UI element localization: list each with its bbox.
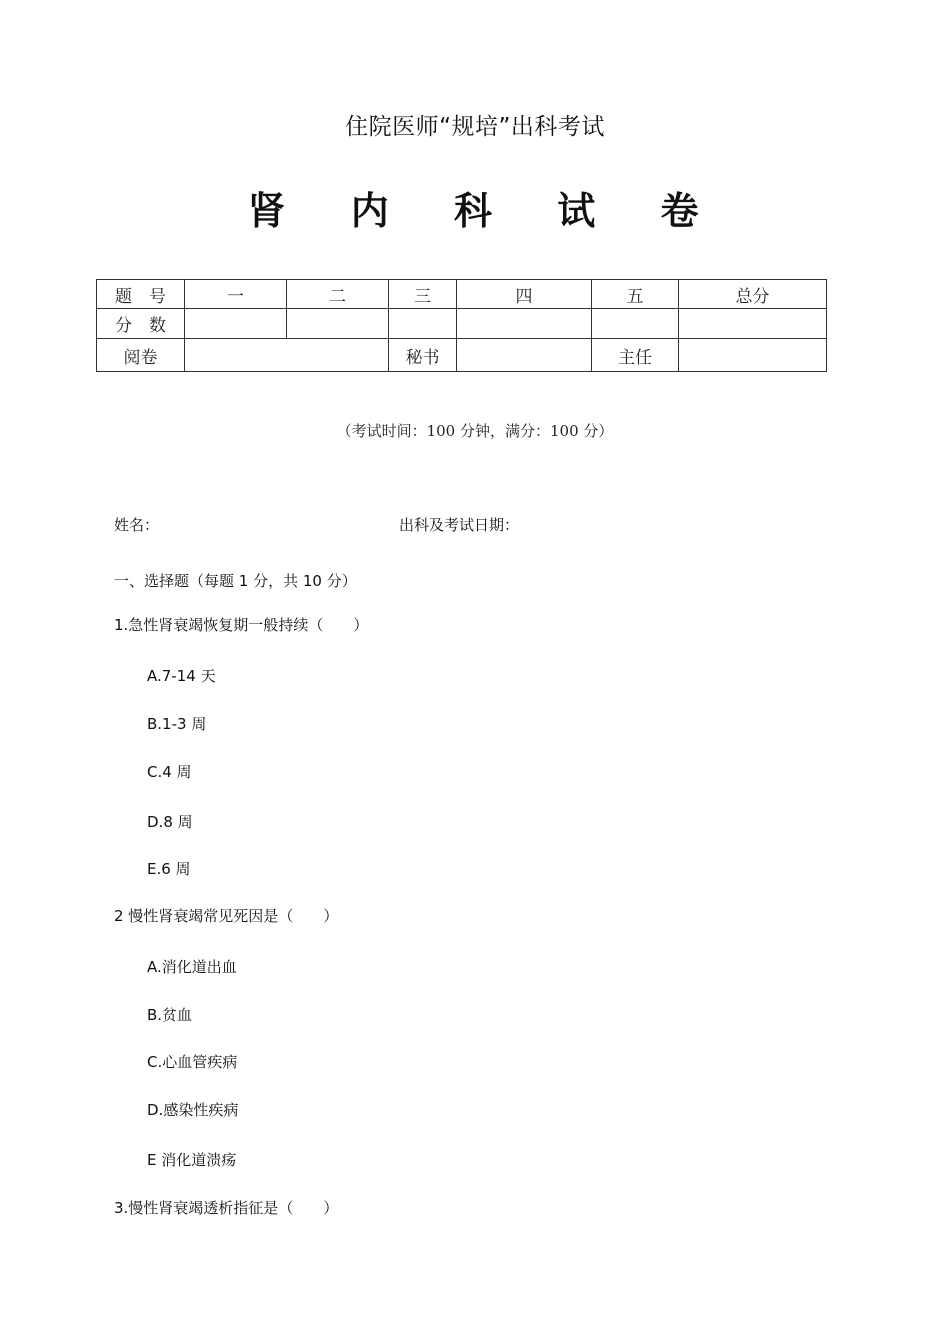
section-heading: 一、选择题（每题 1 分，共 10 分） — [114, 572, 357, 590]
exam-title: 肾 内 科 试 卷 — [247, 189, 725, 233]
cell-part-4: 四 — [457, 280, 592, 309]
cell-part-2: 二 — [287, 280, 389, 309]
cell-question-number-label: 题 号 — [97, 280, 185, 309]
question-2-option-a: A.消化道出血 — [147, 958, 237, 976]
cell-total-label: 总分 — [679, 280, 827, 309]
score-input-4[interactable] — [457, 309, 592, 339]
exam-time-note: （考试时间：100 分钟，满分：100 分） — [336, 422, 614, 440]
reviewer-signature-field[interactable] — [185, 339, 389, 372]
score-table-signature-row — [97, 339, 827, 372]
name-field-label: 姓名： — [114, 516, 160, 534]
question-2-option-c: C.心血管疾病 — [147, 1053, 238, 1071]
exam-subtitle: 住院医师“规培”出科考试 — [345, 114, 605, 140]
question-1-option-e: E.6 周 — [147, 860, 191, 878]
score-input-total[interactable] — [679, 309, 827, 339]
score-table-score-row — [97, 309, 827, 339]
score-input-3[interactable] — [389, 309, 457, 339]
question-3: 3.慢性肾衰竭透析指征是（ ） — [114, 1199, 339, 1217]
question-1-option-a: A.7-14 天 — [147, 667, 216, 685]
question-1-option-d: D.8 周 — [147, 813, 193, 831]
question-2: 2 慢性肾衰竭常见死因是（ ） — [114, 907, 339, 925]
exam-date-field-label: 出科及考试日期： — [399, 516, 520, 534]
score-input-1[interactable] — [185, 309, 287, 339]
cell-reviewer-label: 阅卷 — [97, 339, 185, 372]
score-input-2[interactable] — [287, 309, 389, 339]
question-1-option-c: C.4 周 — [147, 763, 192, 781]
cell-part-5: 五 — [592, 280, 679, 309]
score-table-header-row — [97, 280, 827, 309]
score-table — [96, 279, 827, 372]
cell-director-label: 主任 — [592, 339, 679, 372]
cell-score-label: 分 数 — [97, 309, 185, 339]
director-signature-field[interactable] — [679, 339, 827, 372]
secretary-signature-field[interactable] — [457, 339, 592, 372]
question-2-option-b: B.贫血 — [147, 1006, 193, 1024]
score-input-5[interactable] — [592, 309, 679, 339]
question-2-option-d: D.感染性疾病 — [147, 1101, 239, 1119]
question-1: 1.急性肾衰竭恢复期一般持续（ ） — [114, 616, 369, 634]
question-2-option-e: E 消化道溃疡 — [147, 1151, 237, 1169]
cell-part-1: 一 — [185, 280, 287, 309]
cell-secretary-label: 秘书 — [389, 339, 457, 372]
question-1-option-b: B.1-3 周 — [147, 715, 207, 733]
cell-part-3: 三 — [389, 280, 457, 309]
